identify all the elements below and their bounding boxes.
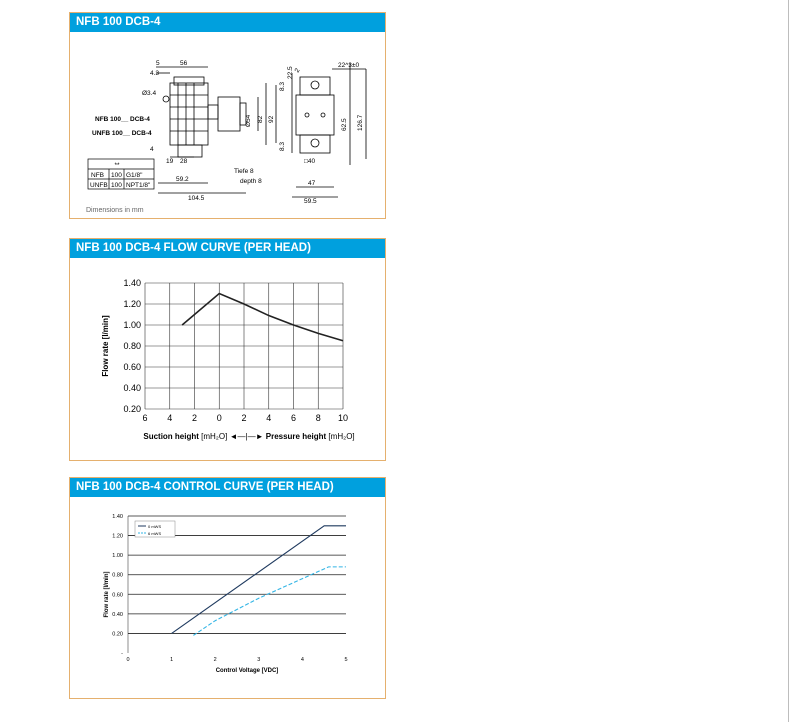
y-axis-title: Flow rate [l/min] [101,315,110,377]
table-cell: NFB [91,172,104,179]
dimensions-title: NFB 100 DCB-4 [70,13,385,32]
dim-59-2: 59.2 [176,176,189,183]
y-axis-title: Flow rate [l/min] [104,571,110,618]
y-tick-label: 0.40 [123,383,141,393]
dim-4-3: 4.3 [150,70,160,77]
x-tick-label: 4 [266,413,272,423]
y-tick-label: 0.20 [123,404,141,414]
series-0mws-line [172,526,346,634]
dim-22-5: 22.5 [287,66,294,79]
x-tick-label: 10 [337,413,349,423]
dim-59-5: 59.5 [304,198,317,205]
legend-label: 6 mWS [148,531,162,536]
depth-label: depth 8 [240,178,262,185]
x-tick-label: 2 [191,413,198,423]
series-6mws-line [193,567,346,636]
y-tick-label: 0.60 [112,592,123,599]
y-tick-label: 1.00 [112,553,123,560]
dimension-drawing [70,33,385,211]
thread-table [88,159,154,189]
x-axis-title-part: [mH₂O] [326,432,355,441]
y-tick-label: 0.80 [123,341,141,351]
tiefe-label: Tiefe 8 [234,168,254,175]
x-tick-label: 6 [290,413,297,423]
dim-4: 4 [150,146,154,153]
dim-223: 22^3±0 [338,62,360,69]
control-curve-panel [69,477,386,699]
dim-3-4: Ø3.4 [142,90,157,97]
dim-92: 92 [268,115,275,123]
y-tick-label: 0.20 [112,631,123,638]
dimensions-caption: Dimensions in mm [86,207,144,214]
dim-19: 19 [166,158,174,165]
dim-104-5: 104.5 [188,195,205,202]
y-tick-label: 1.40 [112,514,123,520]
x-tick-label: 4 [300,657,304,663]
dim-62-5: 62.5 [341,118,348,131]
table-cell: 100 [111,182,122,189]
x-axis-title [143,432,354,441]
flow-curve-chart [70,259,385,459]
x-tick-label: 0 [216,413,222,423]
x-axis-title-part: ◄—|—► [229,432,264,441]
x-axis-title-part: [mH₂O] [198,432,230,441]
side-view [292,63,366,197]
x-tick-label: 4 [167,413,173,423]
y-tick-label: - [121,651,123,657]
model2-label: UNFB 100__ DCB-4 [92,130,152,137]
x-tick-label: 5 [344,657,348,663]
dim-82: 82 [257,115,264,123]
table-header: ** [114,162,120,169]
x-tick-label: 2 [213,657,217,663]
legend [135,521,175,537]
dim-28: 28 [180,158,188,165]
y-tick-label: 1.20 [123,299,141,309]
flow-series-line [182,294,343,341]
dim-56: 56 [180,60,188,67]
front-view [156,67,276,193]
y-tick-label: 1.20 [112,533,123,540]
y-tick-label: 1.40 [123,278,141,288]
x-tick-label: 0 [126,657,130,663]
x-axis-title: Control Voltage [VDC] [215,668,279,674]
y-tick-label: 0.80 [112,572,123,579]
flow-curve-panel [69,238,386,461]
dim-40: □40 [304,158,316,165]
flow-curve-title: NFB 100 DCB-4 FLOW CURVE (PER HEAD) [70,239,385,258]
table-cell: 100 [111,172,122,179]
x-axis-title-part: Pressure height [263,432,327,441]
dimensions-panel [69,12,386,219]
x-tick-label: 1 [170,657,174,663]
x-tick-label: 3 [257,657,261,663]
x-tick-label: 6 [142,413,148,423]
dim-8-3b: 8.3 [279,141,286,151]
y-tick-label: 1.00 [123,320,141,330]
x-axis-title-part: Suction height [143,432,199,441]
control-curve-chart [70,498,385,698]
dim-126-7: 126.7 [357,114,364,131]
model1-label: NFB 100__ DCB-4 [95,116,150,123]
dim-8-3a: 8.3 [279,81,286,91]
table-cell: UNFB [90,182,108,189]
dim-2: 2 [293,67,302,74]
legend-label: 0 mWS [148,524,162,529]
y-tick-label: 0.40 [112,611,123,618]
table-cell: NPT1/8" [126,182,151,189]
control-curve-title: NFB 100 DCB-4 CONTROL CURVE (PER HEAD) [70,478,385,497]
y-tick-label: 0.60 [123,362,141,372]
x-tick-label: 2 [241,413,247,423]
table-cell: G1/8" [126,172,143,179]
x-tick-label: 8 [315,413,321,423]
dim-47: 47 [308,180,316,187]
dim-5: 5 [156,60,160,67]
page-divider [788,0,789,722]
dim-54: Ø54 [245,114,252,127]
